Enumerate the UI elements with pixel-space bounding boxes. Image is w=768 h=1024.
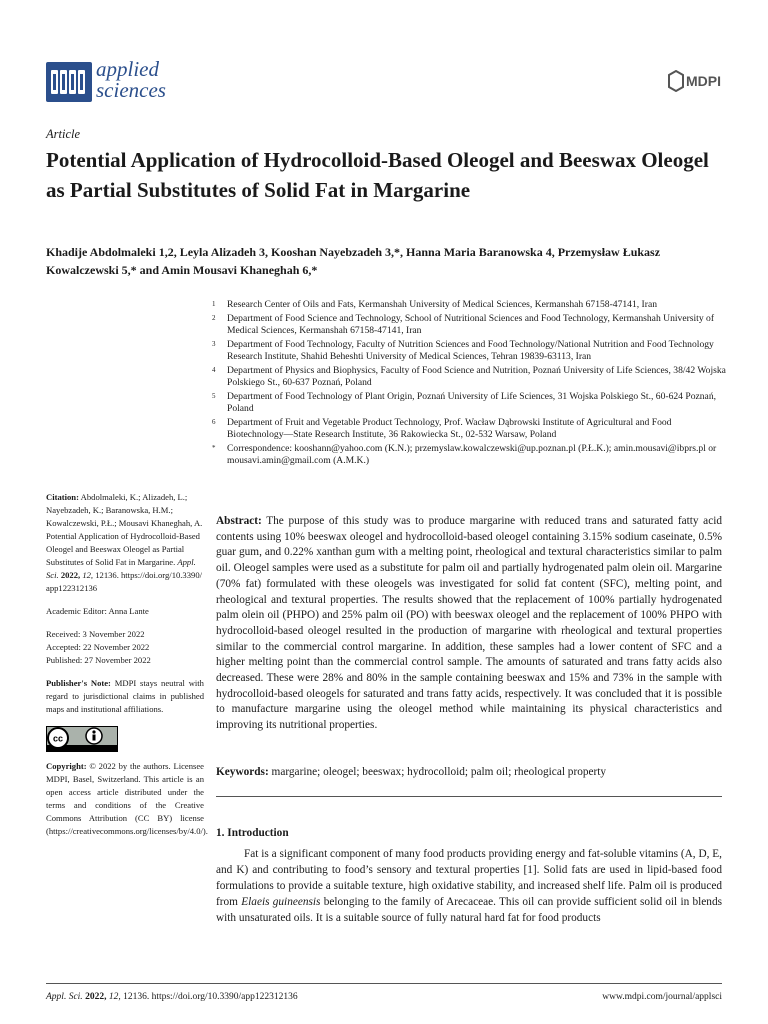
journal-name-line1: applied: [96, 57, 159, 81]
mdpi-hexagon-icon: [668, 70, 684, 92]
citation: [46, 491, 204, 595]
section-divider: [216, 796, 722, 797]
affiliation-item: [212, 391, 726, 415]
citation-label: Citation:: [46, 492, 79, 502]
citation-text: Abdolmaleki, K.; Alizadeh, L.; Nayebzadeh, K.; Baranowska, H.M.; Kowalczewski, P.Ł.; Mousavi Khaneghah, A. Potential Application of Hydrocolloid-Based Oleogel and Beeswax Oleogel as Partial Substitutes of Solid Fat in Margarine.: [46, 492, 203, 567]
journal-name: [96, 59, 166, 101]
affiliation-item: [212, 339, 726, 363]
affiliation-text: Department of Food Technology, Faculty of Nutrition Sciences and Food Technology/National Nutrition and Food Technology Research Institute, Shahid Beheshti University of Medical Sciences, Tehran 19839-63113, Iran: [227, 339, 714, 362]
footer-journal: Appl. Sci.: [46, 992, 83, 1002]
footer-citation: [46, 992, 298, 1002]
keywords-label: Keywords:: [216, 766, 269, 778]
section-heading: 1. Introduction: [216, 827, 289, 839]
copyright-label: Copyright:: [46, 761, 87, 771]
species-name: Elaeis guineensis: [241, 896, 321, 908]
correspondence: [212, 443, 726, 467]
keywords-text: margarine; oleogel; beeswax; hydrocolloid; palm oil; rheological property: [271, 766, 607, 778]
affiliation-number: 1: [212, 300, 216, 308]
publisher-note-text: MDPI stays neutral with regard to jurisdictional claims in published maps and institutional affiliations.: [46, 678, 204, 714]
sidebar: [46, 491, 208, 838]
abstract-label: Abstract:: [216, 515, 262, 527]
accepted-date: Accepted: 22 November 2022: [46, 642, 150, 652]
affiliation-text: Department of Physics and Biophysics, Faculty of Food Science and Nutrition, Poznań University of Life Sciences, 38/42 Wojska Polskiego St., 60-637 Poznań, Poland: [227, 365, 726, 388]
affiliation-number: 6: [212, 418, 216, 426]
copyright-notice: [46, 760, 208, 838]
published-date: Published: 27 November 2022: [46, 655, 151, 665]
academic-editor: Academic Editor: Anna Lante: [46, 606, 149, 616]
affiliation-item: [212, 299, 726, 311]
footer-divider: [46, 983, 722, 984]
affiliation-item: [212, 313, 726, 337]
affiliation-number: 2: [212, 314, 216, 322]
affiliation-text: Department of Food Science and Technology, School of Nutritional Sciences and Food Technology, Kermanshah University of Medical Sciences, Kermanshah 67158-47141, Iran: [227, 313, 715, 336]
intro-text-part2: belonging to the family of Arecaceae. This oil can provide sufficient solid oil in blends with unsaturated oils. It is a suitable source of fully natural hard fat for food products: [216, 896, 723, 924]
affiliation-number: 3: [212, 340, 216, 348]
keywords: [216, 765, 722, 781]
publisher-logo: [668, 68, 724, 94]
publisher-note-label: Publisher's Note:: [46, 678, 111, 688]
journal-name-line2: sciences: [96, 78, 166, 102]
article-title: Potential Application of Hydrocolloid-Based Oleogel and Beeswax Oleogel as Partial Substitutes of Solid Fat in Margarine: [46, 148, 709, 202]
citation-volume: 12,: [82, 570, 94, 580]
footer-doi[interactable]: 12136. https://doi.org/10.3390/app122312136: [123, 992, 298, 1002]
correspondence-text: Correspondence: kooshann@yahoo.com (K.N.); przemyslaw.kowalczewski@up.poznan.pl (P.Ł.K.); amin.mousavi@ibprs.pl or mousavi.amin@gmail.com (A.M.K.): [227, 443, 717, 466]
affiliation-number: 4: [212, 366, 216, 374]
affiliation-text: Department of Food Technology of Plant Origin, Poznań University of Life Sciences, 31 Wojska Polskiego St., 60-624 Poznań, Poland: [227, 391, 717, 414]
abstract-text: The purpose of this study was to produce margarine with reduced trans and saturated fatty acid contents using 10% beeswax oleogel and hydrocolloid-based oleogel containing 3.15% sodium caseinate, 0.5% guar gum, and 0.22% xanthan gum with a melting point, rheological and textural characteristics similar to palm oil. Oleogel samples were used as a substitute for palm oil and partially hydrogenated palm olein oil. Margarine (70% fat) formulated with these oleogels was investigated for solid fat content (SFC), melting point, and rheological and textural properties. The results showed that the replacement of 100% partially hydrogenated palm olein oil (PHPO) and 25% palm oil (PO) with beeswax oleogel and the replacement of 100% PHPO with hydrocolloid-based oleogel resulted in the production of margarine with rheological and textural properties similar to the commercial control margarine. In addition, these samples had a lower content of SFC and a higher melting point than the commercial control sample. The amounts of saturated and trans fatty acids also decreased. These were 28% and 80% in the sample containing beeswax and 15% and 73% in the sample with hydrocolloid-based oleogels for saturated and trans fatty acids, respectively. It was concluded that it is possible to manufacture margarine using the oleogel method while maintaining its physical characteristics and improving its nutritional properties.: [216, 515, 722, 732]
received-date: Received: 3 November 2022: [46, 629, 145, 639]
affiliation-number: 5: [212, 392, 216, 400]
intro-text-part1: Fat is a significant component of many food products providing energy and fat-soluble vitamins (A, D, E, and K) and contributing to food’s sensory and textural properties [1]. Solid fats are used in lipid-based food formulations to provide a suitable texture, high oxidative stability, and increased shelf life. Palm oil is produced from: [216, 848, 722, 908]
footer-volume: 12,: [108, 992, 121, 1002]
article-type: Article: [46, 127, 81, 141]
affiliation-number: *: [212, 444, 216, 452]
affiliation-text: Research Center of Oils and Fats, Kermanshah University of Medical Sciences, Kermanshah 67158-47141, Iran: [227, 299, 657, 310]
affiliation-text: Department of Fruit and Vegetable Product Technology, Prof. Wacław Dąbrowski Institute of Agricultural and Food Biotechnology—State Research Institute, 36 Rakowiecka St., 02-532 Warsaw, Poland: [227, 417, 672, 440]
abstract: [216, 514, 722, 734]
affiliation-item: [212, 365, 726, 389]
copyright-text: © 2022 by the authors. Licensee MDPI, Basel, Switzerland. This article is an open access article distributed under the terms and conditions of the Creative Commons Attribution (CC BY) license (https://creativecommons.org/licenses/by/4.0/).: [46, 761, 208, 836]
publisher-name: MDPI: [686, 73, 721, 89]
author-list: Khadije Abdolmaleki 1,2, Leyla Alizadeh 3, Kooshan Nayebzadeh 3,*, Hanna Maria Baranowska 4, Przemysław Łukasz Kowalczewski 5,* and Amin Mousavi Khaneghah 6,*: [46, 245, 661, 277]
footer-journal-url[interactable]: www.mdpi.com/journal/applsci: [602, 992, 722, 1002]
svg-text:cc: cc: [52, 733, 64, 744]
intro-paragraph: [216, 846, 722, 926]
affiliation-item: [212, 417, 726, 441]
citation-doi[interactable]: 12136. https://doi.org/10.3390/app122312136: [46, 570, 203, 593]
footer-year: 2022,: [85, 992, 107, 1002]
citation-journal: Appl. Sci.: [46, 557, 196, 580]
publisher-note: [46, 677, 204, 716]
journal-logo-icon: [46, 62, 92, 102]
citation-year: 2022,: [60, 570, 81, 580]
cc-by-license-icon[interactable]: [46, 726, 118, 752]
affiliations: [212, 299, 726, 469]
